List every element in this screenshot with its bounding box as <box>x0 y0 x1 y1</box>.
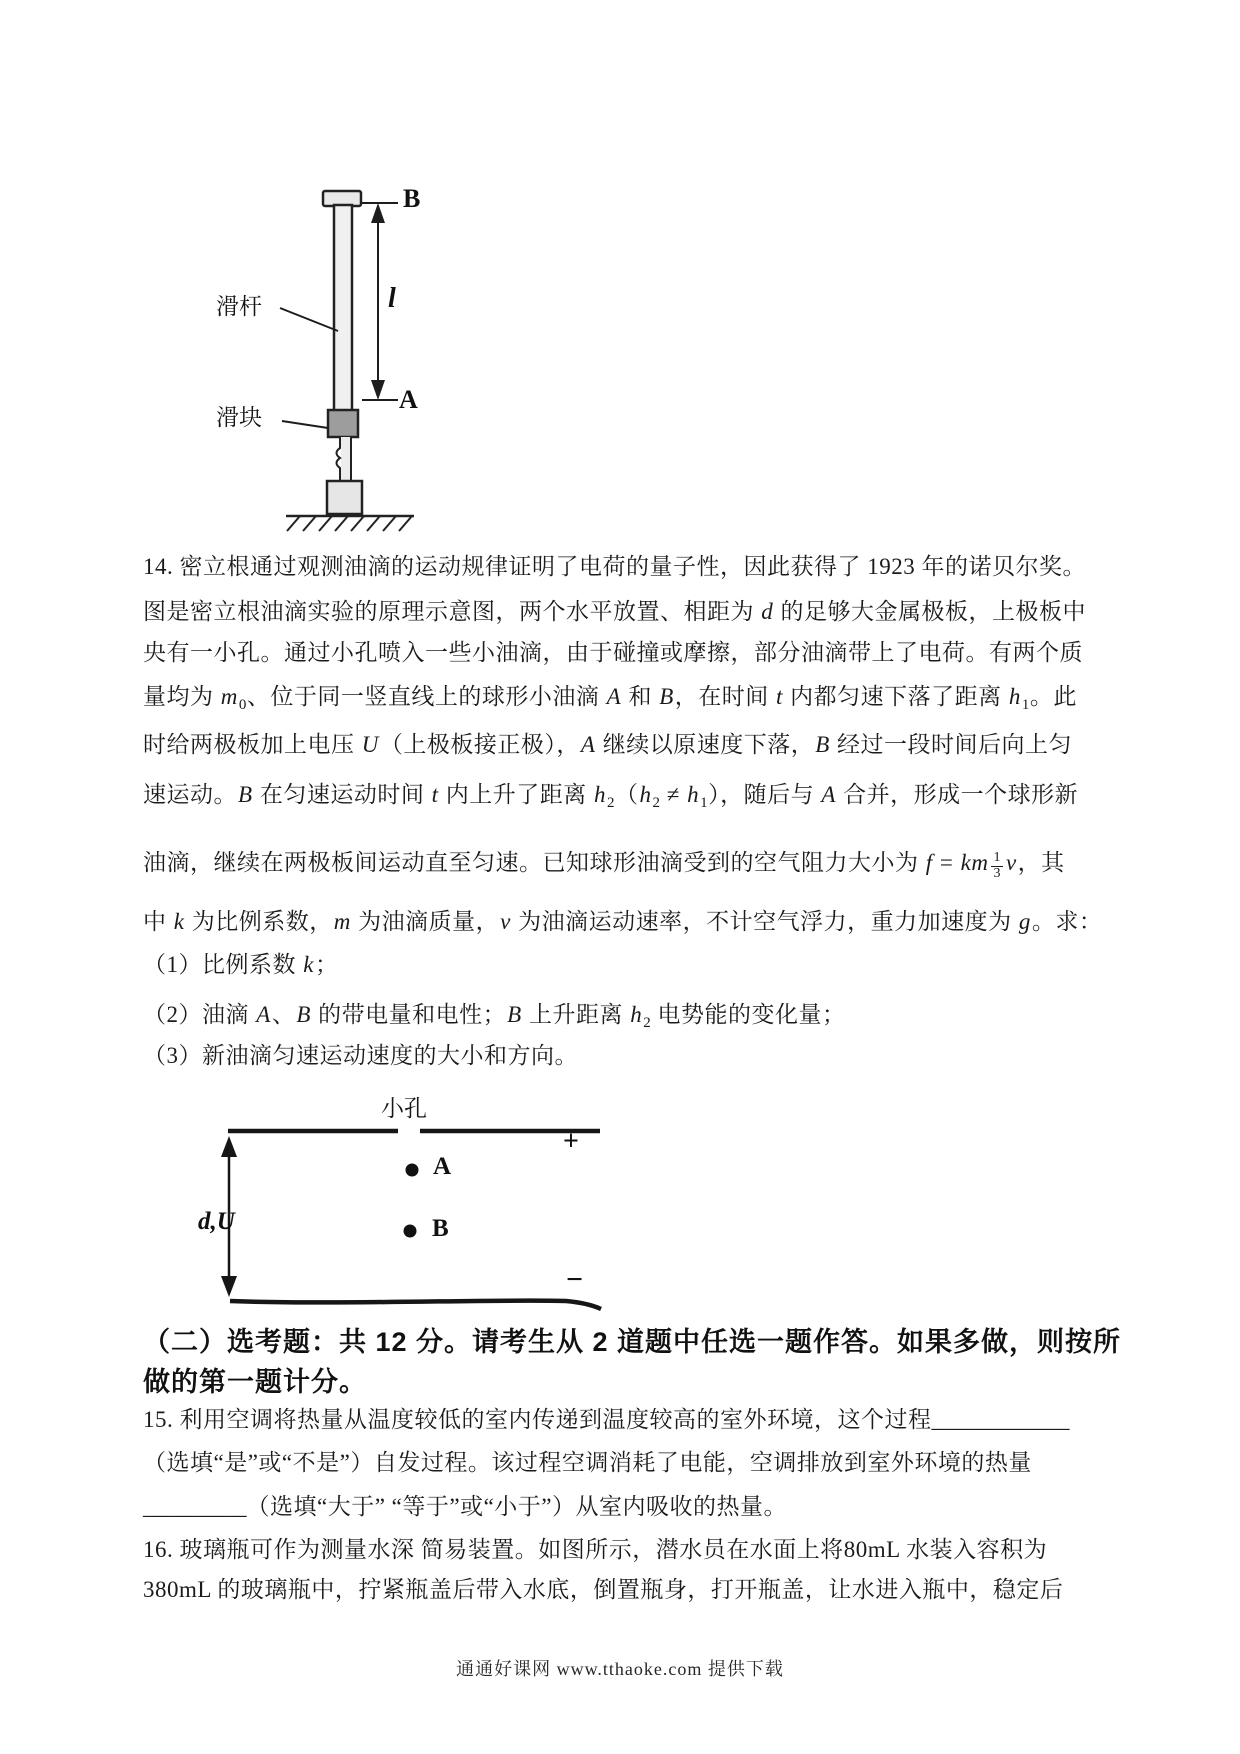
q14-line-5: 时给两极板加上电压 U（上极板接正极），A 继续以原速度下落，B 经过一段时间后向上匀 <box>143 732 1072 757</box>
q14-part-1: （1）比例系数 k； <box>143 952 339 977</box>
lower-rod-fill <box>341 437 350 481</box>
gap-du-label: d,U <box>198 1208 235 1235</box>
q14-line-1: 14. 密立根通过观测油滴的运动规律证明了电荷的量子性，因此获得了 1923 年的诺贝尔奖。 <box>143 554 1086 579</box>
q16-line-2: 380mL 的玻璃瓶中，拧紧瓶盖后带入水底，倒置瓶身，打开瓶盖，让水进入瓶中，稳定后 <box>143 1577 1064 1602</box>
q15-line-2: （选填“是”或“不是”）自发过程。该过程空调消耗了电能，空调排放到室外环境的热量 <box>143 1450 1032 1475</box>
drop-a-label: A <box>433 1153 452 1180</box>
q16-line-1: 16. 玻璃瓶可作为测量水深 简易装置。如图所示，潜水员在水面上将80mL 水装入容积为 <box>143 1537 1048 1562</box>
small-hole-label: 小孔 <box>381 1096 427 1121</box>
section2-heading-line1: （二）选考题：共 12 分。请考生从 2 道题中任选一题作答。如果多做，则按所 <box>143 1327 1122 1357</box>
q14-line-4: 量均为 $m_0$、位于同一竖直线上的球形小油滴 A 和 B，在时间 t 内都匀速下落了距离 $h_1$。此 <box>143 684 1077 713</box>
bottom-plate <box>230 1301 601 1309</box>
slider-block <box>328 410 358 437</box>
q15-line-1: 15. 利用空调将热量从温度较低的室内传递到温度较高的室外环境，这个过程____________ <box>143 1407 1070 1432</box>
q14-part-3: （3）新油滴匀速运动速度的大小和方向。 <box>143 1043 578 1068</box>
stand-base <box>327 481 362 514</box>
point-a-label: A <box>399 385 418 414</box>
plus-sign: + <box>563 1126 579 1157</box>
q14-part-2: （2）油滴 A、B 的带电量和电性；B 上升距离 $h_2$ 电势能的变化量； <box>143 1002 846 1031</box>
section2-heading-line2: 做的第一题计分。 <box>143 1367 367 1397</box>
footer-watermark: 通通好课网 www.tthaoke.com 提供下载 <box>456 1659 784 1679</box>
q14-line-8: 中 k 为比例系数，m 为油滴质量，v 为油滴运动速率，不计空气浮力，重力加速度为 g。求： <box>143 909 1103 934</box>
oil-drop-a-dot <box>406 1164 419 1177</box>
ground-hatching <box>287 516 412 531</box>
minus-sign: − <box>566 1263 584 1296</box>
slide-rod-label: 滑杆 <box>216 294 262 319</box>
slide-rod-figure <box>185 180 425 535</box>
q15-line-3: _________（选填“大于” “等于”或“小于”）从室内吸收的热量。 <box>143 1494 788 1519</box>
q14-line-7: 油滴，继续在两极板间运动直至匀速。已知球形油滴受到的空气阻力大小为 f = km $\frac{1}{3}$ v，其 <box>143 850 1065 881</box>
q14-line-6: 速运动。B 在匀速运动时间 t 内上升了距离 $h_2(h_2 \ne h_1)$，随后与 A 合并，形成一个球形新 <box>143 782 1079 811</box>
oil-drop-b-dot <box>404 1225 417 1238</box>
plate-shapes <box>228 1131 601 1309</box>
stand-shapes <box>286 191 414 531</box>
slider-block-label: 滑块 <box>216 405 262 430</box>
lower-rod-wavy-edge <box>337 437 341 481</box>
length-l-label: l <box>388 283 396 314</box>
q14-line-2: 图是密立根油滴实验的原理示意图，两个水平放置、相距为 d 的足够大金属极板，上极板中 <box>143 599 1086 624</box>
slide-rod <box>334 205 352 411</box>
q14-line-3: 央有一小孔。通过小孔喷入一些小油滴，由于碰撞或摩擦，部分油滴带上了电荷。有两个质 <box>143 640 1083 665</box>
drop-b-label: B <box>432 1215 449 1242</box>
point-b-label: B <box>403 184 421 213</box>
